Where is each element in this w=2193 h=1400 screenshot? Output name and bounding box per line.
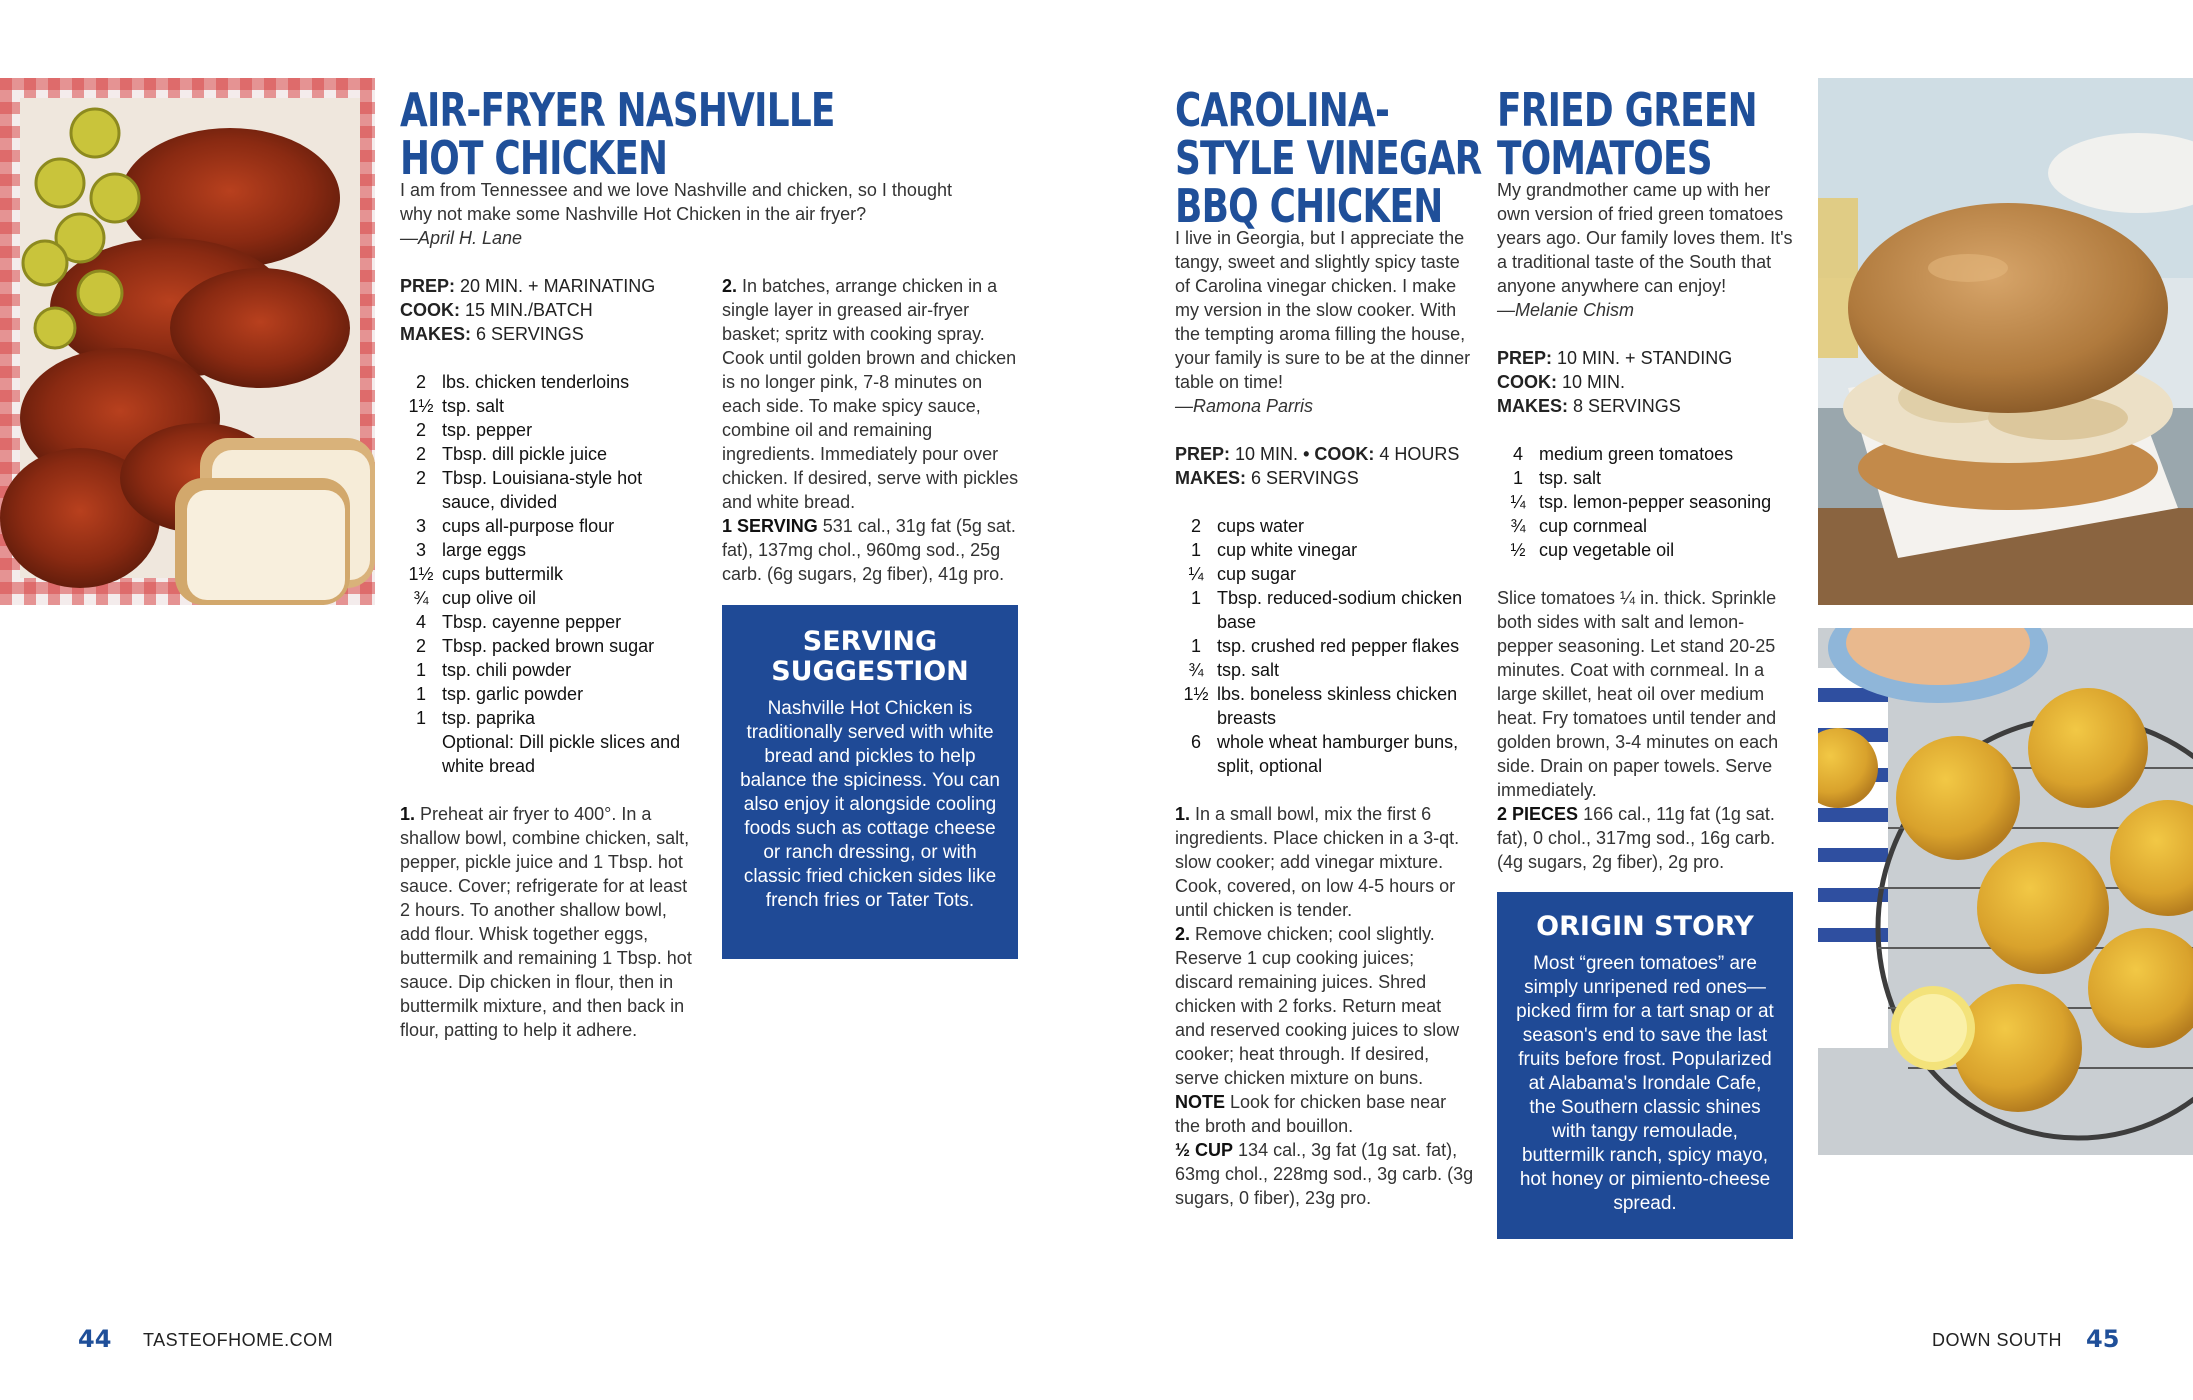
fried-green-tomatoes-photo bbox=[1818, 628, 2193, 1155]
ingredient-text: tsp. chili powder bbox=[442, 660, 572, 680]
footer-section: DOWN SOUTH bbox=[1932, 1330, 2062, 1350]
ingredient-quantity: 1 bbox=[415, 708, 426, 728]
page-number-left: 44 bbox=[78, 1325, 112, 1353]
ingredient-list bbox=[400, 370, 695, 778]
recipe-author-carolina: —Ramona Parris bbox=[1175, 396, 1314, 416]
ingredient-text: tsp. lemon-pepper seasoning bbox=[1539, 492, 1772, 512]
ingredient-text: Tbsp. packed brown sugar bbox=[442, 636, 655, 656]
ingredient-item bbox=[400, 730, 695, 778]
ingredient-item bbox=[1497, 538, 1797, 562]
ingredient-quantity: ½ bbox=[1510, 540, 1526, 560]
nutrition-info: 1 SERVING 531 cal., 31g fat (5g sat. fat), 137mg chol., 960mg sod., 25g carb. (6g sugars, 2g fiber), 41g pro. bbox=[722, 516, 1016, 584]
page-number-right: 45 bbox=[2086, 1325, 2120, 1353]
ingredient-text: tsp. pepper bbox=[442, 420, 533, 440]
directions-tomatoes: Slice tomatoes ¼ in. thick. Sprinkle both sides with salt and lemon-pepper seasoning. Let stand 20-25 minutes. Coat with cornmeal. In a large skillet, heat oil over medium heat. Fry tomatoes until tender and golden brown, 3-4 minutes on each side. Drain on paper towels. Serve immediately. bbox=[1497, 588, 1779, 800]
ingredient-quantity: ¾ bbox=[1188, 660, 1204, 680]
nutrition-info-tomatoes: 2 PIECES 166 cal., 11g fat (1g sat. fat), 0 chol., 317mg sod., 16g carb. (4g sugars, 2g fiber), 2g pro. bbox=[1497, 804, 1776, 872]
ingredient-quantity: 4 bbox=[1512, 444, 1523, 464]
ingredient-quantity: 1½ bbox=[408, 396, 434, 416]
bbq-sandwich-photo bbox=[1818, 78, 2193, 605]
directions-step-2: 2. In batches, arrange chicken in a single layer in greased air-fryer basket; spritz with cooking spray. Cook until golden brown and chicken is no longer pink, 7-8 minutes on each side. To make spicy sauce, combine oil and remaining ingredients. Immediately pour over chicken. If desired, serve with pickles and white bread. bbox=[722, 276, 1019, 512]
ingredient-text: Tbsp. Louisiana-style hot sauce, divided bbox=[442, 468, 643, 512]
nutrition-info-carolina: ½ CUP 134 cal., 3g fat (1g sat. fat), 63mg chol., 228mg sod., 3g carb. (3g sugars, 0 fiber), 23g pro. bbox=[1175, 1140, 1474, 1208]
recipe-intro: I am from Tennessee and we love Nashville and chicken, so I thought why not make some Nashville Hot Chicken in the air fryer? —April H. Lane bbox=[400, 178, 980, 250]
ingredient-text: cup olive oil bbox=[442, 588, 537, 608]
ingredient-text: lbs. boneless skinless chicken breasts bbox=[1217, 684, 1458, 728]
ingredient-quantity: 1½ bbox=[1183, 684, 1209, 704]
ingredient-item bbox=[1175, 562, 1475, 586]
ingredient-text: cups buttermilk bbox=[442, 564, 564, 584]
ingredient-text: lbs. chicken tenderloins bbox=[442, 372, 630, 392]
ingredient-text: Tbsp. reduced-sodium chicken base bbox=[1217, 588, 1463, 632]
ingredient-text: whole wheat hamburger buns, split, optional bbox=[1217, 732, 1459, 776]
ingredient-item bbox=[400, 562, 695, 586]
ingredient-quantity: ¾ bbox=[1510, 516, 1526, 536]
ingredient-item bbox=[1497, 442, 1797, 466]
origin-story-text: Most “green tomatoes” are simply unripened red ones—picked firm for a tart snap or at season's end to save the last fruits before frost. Popularized at Alabama's Irondale Cafe, the Southern classic shines with tangy remoulade, buttermilk ranch, spicy mayo, hot honey or pimiento-cheese spread. bbox=[1516, 953, 1774, 1214]
ingredient-quantity: 1½ bbox=[408, 564, 434, 584]
ingredient-text: large eggs bbox=[442, 540, 527, 560]
serving-suggestion-heading: SERVING SUGGESTION bbox=[771, 626, 969, 687]
ingredient-item bbox=[400, 538, 695, 562]
recipe-author: —April H. Lane bbox=[400, 228, 523, 248]
ingredient-quantity: 4 bbox=[415, 612, 426, 632]
ingredient-text: Tbsp. cayenne pepper bbox=[442, 612, 622, 632]
ingredient-item bbox=[400, 514, 695, 538]
ingredient-quantity: 3 bbox=[415, 516, 426, 536]
ingredient-quantity: 3 bbox=[415, 540, 426, 560]
ingredient-quantity bbox=[400, 730, 442, 778]
recipe-intro-tomatoes: My grandmother came up with her own version of fried green tomatoes years ago. Our family loves them. It's a traditional taste of the South that anyone anywhere can enjoy! —Melanie Chism bbox=[1497, 178, 1797, 322]
ingredient-quantity: 2 bbox=[415, 444, 426, 464]
serving-suggestion-text: Nashville Hot Chicken is traditionally served with white bread and pickles to help balance the spiciness. You can also enjoy it alongside cooling foods such as cottage cheese or ranch dressing, or with classic fried chicken sides like french fries or Tater Tots. bbox=[740, 698, 1000, 911]
ingredient-quantity: 6 bbox=[1190, 732, 1201, 752]
ingredient-item bbox=[1175, 586, 1475, 634]
recipe-meta-tomatoes: PREP: 10 MIN. + STANDING COOK: 10 MIN. MAKES: 8 SERVINGS bbox=[1497, 348, 1733, 416]
ingredient-text: Tbsp. dill pickle juice bbox=[442, 444, 608, 464]
ingredient-text: tsp. garlic powder bbox=[442, 684, 584, 704]
ingredient-quantity: 1 bbox=[415, 660, 426, 680]
ingredient-item bbox=[1497, 466, 1797, 490]
footer-site: TASTEOFHOME.COM bbox=[143, 1330, 334, 1350]
ingredient-item bbox=[400, 682, 695, 706]
ingredient-text: Optional: Dill pickle slices and white bread bbox=[442, 732, 681, 776]
ingredient-item bbox=[400, 466, 695, 514]
ingredient-item bbox=[1175, 730, 1475, 778]
ingredient-item bbox=[400, 610, 695, 634]
ingredient-item bbox=[1175, 682, 1475, 730]
ingredient-quantity: ¼ bbox=[1188, 564, 1204, 584]
directions-carolina: 1. In a small bowl, mix the first 6 ingredients. Place chicken in a 3-qt. slow cooker; add vinegar mixture. Cook, covered, on low 4-5 hours or until chicken is tender. 2. Remove chicken; cool slightly. Reserve 1 cup cooking juices; discard remaining juices. Shred chicken with 2 forks. Return meat and reserved cooking juices to slow cooker; heat through. If desired, serve chicken mixture on buns. NOTE Look for chicken base near the broth and bouillon. bbox=[1175, 804, 1460, 1136]
ingredient-quantity: 1 bbox=[1190, 540, 1201, 560]
ingredient-text: tsp. crushed red pepper flakes bbox=[1217, 636, 1460, 656]
ingredient-item bbox=[1175, 658, 1475, 682]
recipe-meta: PREP: 20 MIN. + MARINATING COOK: 15 MIN./BATCH MAKES: 6 SERVINGS bbox=[400, 276, 656, 344]
hot-chicken-photo bbox=[0, 78, 375, 605]
ingredient-item bbox=[400, 586, 695, 610]
ingredient-item bbox=[1175, 538, 1475, 562]
ingredient-quantity: ¼ bbox=[1510, 492, 1526, 512]
ingredient-item bbox=[400, 370, 695, 394]
origin-story-box bbox=[1497, 892, 1793, 1239]
serving-suggestion-box bbox=[722, 605, 1018, 959]
ingredient-item bbox=[1497, 490, 1797, 514]
ingredient-quantity: 2 bbox=[415, 420, 426, 440]
ingredient-item bbox=[400, 442, 695, 466]
ingredient-item bbox=[400, 706, 695, 730]
ingredient-text: tsp. salt bbox=[1217, 660, 1280, 680]
ingredient-quantity: 2 bbox=[1190, 516, 1201, 536]
origin-story-heading: ORIGIN STORY bbox=[1536, 911, 1754, 942]
ingredient-text: cup sugar bbox=[1217, 564, 1297, 584]
ingredient-item bbox=[400, 634, 695, 658]
ingredient-text: tsp. paprika bbox=[442, 708, 536, 728]
directions-step-1: 1. Preheat air fryer to 400°. In a shallow bowl, combine chicken, salt, pepper, pickle juice and 1 Tbsp. hot sauce. Cover; refrigerate for at least 2 hours. To another shallow bowl, add flour. Whisk together eggs, buttermilk and remaining 1 Tbsp. hot sauce. Dip chicken in flour, then in buttermilk mixture, and then back in flour, patting to help it adhere. bbox=[400, 804, 692, 1040]
recipe-title-carolina: CAROLINA- STYLE VINEGAR BBQ CHICKEN bbox=[1175, 83, 1482, 233]
ingredient-quantity: ¾ bbox=[413, 588, 429, 608]
ingredient-quantity: 1 bbox=[415, 684, 426, 704]
ingredient-list-tomatoes bbox=[1497, 442, 1797, 562]
ingredient-quantity: 1 bbox=[1190, 588, 1201, 608]
ingredient-text: cup white vinegar bbox=[1217, 540, 1358, 560]
ingredient-text: cup cornmeal bbox=[1539, 516, 1648, 536]
ingredient-quantity: 1 bbox=[1190, 636, 1201, 656]
ingredient-list-carolina bbox=[1175, 514, 1475, 778]
ingredient-text: medium green tomatoes bbox=[1539, 444, 1734, 464]
ingredient-quantity: 1 bbox=[1512, 468, 1523, 488]
ingredient-quantity: 2 bbox=[415, 372, 426, 392]
recipe-title-tomatoes: FRIED GREEN TOMATOES bbox=[1497, 83, 1757, 185]
ingredient-text: tsp. salt bbox=[442, 396, 505, 416]
recipe-meta-carolina: PREP: 10 MIN. • COOK: 4 HOURS MAKES: 6 SERVINGS bbox=[1175, 444, 1460, 488]
ingredient-text: cups all-purpose flour bbox=[442, 516, 615, 536]
ingredient-item bbox=[1497, 514, 1797, 538]
ingredient-text: cups water bbox=[1217, 516, 1305, 536]
ingredient-item bbox=[400, 658, 695, 682]
ingredient-quantity: 2 bbox=[415, 468, 426, 488]
ingredient-quantity: 2 bbox=[415, 636, 426, 656]
ingredient-item bbox=[1175, 634, 1475, 658]
ingredient-text: tsp. salt bbox=[1539, 468, 1602, 488]
ingredient-item bbox=[400, 418, 695, 442]
recipe-author-tomatoes: —Melanie Chism bbox=[1497, 300, 1635, 320]
recipe-intro-carolina: I live in Georgia, but I appreciate the tangy, sweet and slightly spicy taste of Carolina vinegar chicken. I make my version in the slow cooker. With the tempting aroma filling the house, your family is sure to be at the dinner table on time! —Ramona Parris bbox=[1175, 226, 1475, 418]
recipe-title: AIR-FRYER NASHVILLE HOT CHICKEN bbox=[400, 83, 835, 185]
ingredient-item bbox=[400, 394, 695, 418]
ingredient-item bbox=[1175, 514, 1475, 538]
ingredient-text: cup vegetable oil bbox=[1539, 540, 1675, 560]
